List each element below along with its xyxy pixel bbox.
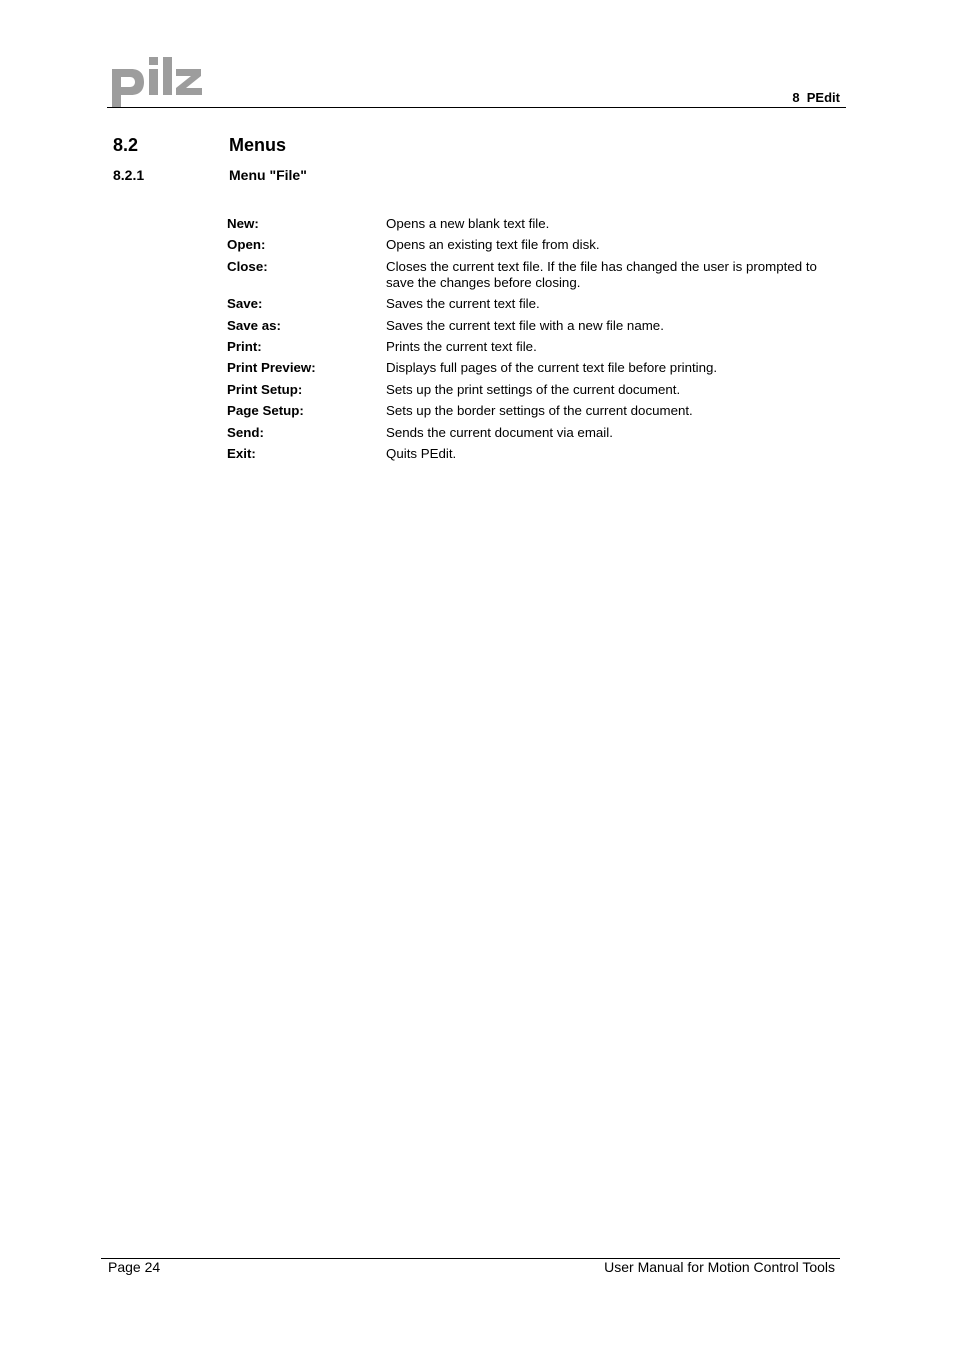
- file-menu-definition-list: [227, 216, 847, 467]
- section-number: 8.2: [113, 135, 139, 155]
- menu-item-print-setup: [227, 382, 847, 398]
- subsection-number: 8.2.1: [113, 167, 145, 183]
- header-chapter-title: 8 PEdit: [792, 90, 840, 105]
- menu-item-print-preview: [227, 360, 847, 376]
- menu-item-description: Saves the current text file with a new file name.: [386, 317, 664, 333]
- menu-item-description: Sets up the print settings of the current document.: [386, 381, 681, 397]
- menu-item-term: Print Setup:: [227, 381, 303, 397]
- menu-item-send: [227, 425, 847, 441]
- menu-item-new: [227, 216, 847, 232]
- menu-item-term: Page Setup:: [227, 403, 304, 419]
- menu-item-term: Exit:: [227, 445, 256, 461]
- menu-item-term: Save:: [227, 296, 263, 312]
- menu-item-term: Print:: [227, 338, 262, 354]
- menu-item-term: New:: [227, 216, 259, 231]
- menu-item-description: Displays full pages of the current text file before printing.: [386, 360, 718, 376]
- footer-page-number: Page 24: [108, 1259, 161, 1275]
- menu-item-term: Close:: [227, 258, 268, 274]
- menu-item-description: Sends the current document via email.: [386, 424, 613, 440]
- menu-item-exit: [227, 446, 847, 462]
- menu-item-term: Save as:: [227, 317, 281, 333]
- menu-item-description: Saves the current text file.: [386, 296, 540, 312]
- menu-item-description: Closes the current text file. If the file has changed the user is prompted to save the changes before closing.: [386, 258, 817, 290]
- menu-item-open: [227, 237, 847, 253]
- menu-item-description: Quits PEdit.: [386, 445, 457, 461]
- footer-manual-title: User Manual for Motion Control Tools: [604, 1259, 835, 1275]
- menu-item-close: [227, 259, 847, 291]
- pilz-logo: [111, 55, 203, 107]
- menu-item-save-as: [227, 318, 847, 334]
- menu-item-description: Opens an existing text file from disk.: [386, 237, 600, 253]
- header-divider: [107, 107, 846, 108]
- menu-item-page-setup: [227, 403, 847, 419]
- menu-item-print: [227, 339, 847, 355]
- pilz-logo-mark: [111, 55, 203, 107]
- menu-item-save: [227, 296, 847, 312]
- menu-item-term: Print Preview:: [227, 360, 316, 376]
- subsection-title: Menu "File": [229, 167, 307, 183]
- menu-item-term: Send:: [227, 424, 264, 440]
- menu-item-description: Sets up the border settings of the current document.: [386, 403, 693, 419]
- menu-item-description: Prints the current text file.: [386, 338, 537, 354]
- menu-item-description: Opens a new blank text file.: [386, 216, 550, 231]
- menu-item-term: Open:: [227, 237, 266, 253]
- section-title: Menus: [229, 135, 287, 155]
